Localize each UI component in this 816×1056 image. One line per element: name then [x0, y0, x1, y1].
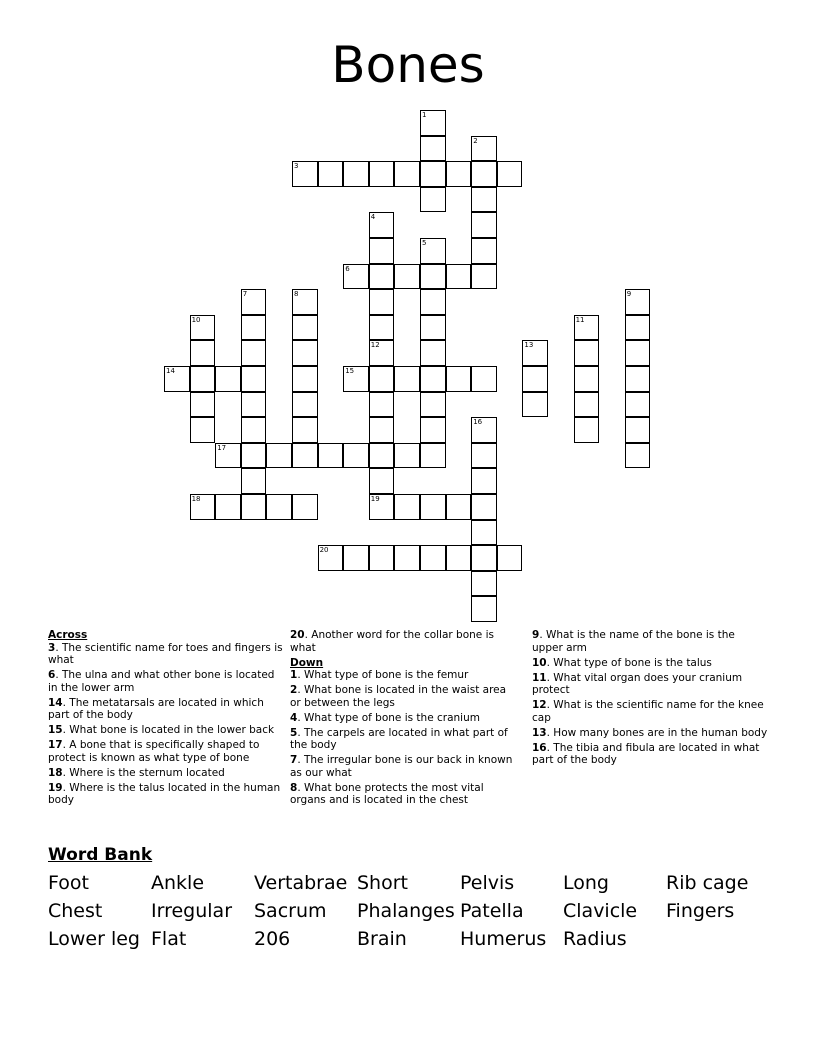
grid-cell[interactable]: [574, 340, 600, 366]
grid-cell[interactable]: [420, 136, 446, 162]
grid-cell[interactable]: [292, 315, 318, 341]
clue-number: 1: [422, 111, 427, 119]
grid-cell[interactable]: [369, 238, 395, 264]
clue-number: 9: [626, 290, 632, 299]
grid-cell[interactable]: [471, 596, 497, 622]
grid-cell[interactable]: [241, 289, 267, 315]
grid-cell[interactable]: [241, 340, 267, 366]
grid-cell[interactable]: [394, 443, 420, 469]
grid-cell[interactable]: [625, 315, 651, 341]
grid-cell[interactable]: [625, 340, 651, 366]
grid-cell[interactable]: [343, 366, 369, 392]
grid-cell[interactable]: [190, 392, 216, 418]
clue-number: 10: [191, 315, 201, 324]
clue-number: 17: [217, 443, 227, 452]
word-bank-item: Humerus: [460, 928, 547, 950]
word-bank: [48, 872, 768, 950]
clue-number: 5: [422, 239, 427, 247]
grid-cell[interactable]: [574, 417, 600, 443]
grid-cell[interactable]: [292, 494, 318, 520]
grid-cell[interactable]: [420, 187, 446, 213]
down-clue: 10. What type of bone is the talus: [532, 656, 712, 669]
grid-cell[interactable]: [471, 212, 497, 238]
grid-cell[interactable]: [574, 392, 600, 418]
clue-number: 8: [294, 290, 299, 299]
clue-number: 18: [191, 495, 201, 503]
grid-cell[interactable]: [522, 366, 548, 392]
grid-cell[interactable]: [420, 289, 446, 315]
grid-cell[interactable]: [369, 545, 395, 571]
grid-cell[interactable]: [497, 545, 523, 571]
down-clue: 4. What type of bone is the cranium: [290, 711, 480, 724]
down-clue: 11. What vital organ does your cranium protect: [532, 671, 743, 696]
down-clue: 1. What type of bone is the femur: [290, 669, 469, 681]
grid-cell[interactable]: [266, 494, 292, 520]
grid-cell[interactable]: [394, 366, 420, 392]
grid-cell[interactable]: [266, 443, 292, 469]
grid-cell[interactable]: [292, 366, 318, 392]
across-clue: 18. Where is the sternum located: [48, 766, 225, 779]
grid-cell[interactable]: [471, 468, 497, 494]
grid-cell[interactable]: [369, 443, 395, 469]
grid-cell[interactable]: [241, 392, 267, 418]
clue-number: 11: [575, 315, 585, 324]
clue-number: 7: [242, 290, 248, 299]
grid-cell[interactable]: [292, 289, 318, 315]
grid-cell[interactable]: [292, 161, 318, 187]
word-bank-item: Pelvis: [460, 872, 515, 894]
down-clue: 16. The tibia and fibula are located in what part of the body: [532, 741, 760, 766]
grid-cell[interactable]: [292, 340, 318, 366]
grid-cell[interactable]: [471, 443, 497, 469]
grid-cell[interactable]: [215, 494, 241, 520]
word-bank-item: Vertabrae: [254, 872, 348, 894]
down-clue: 5. The carpels are located in what part of the body: [290, 726, 508, 751]
grid-cell[interactable]: [190, 366, 216, 392]
across-clue: 17. A bone that is specifically shaped to protect is known as what type of bone: [48, 739, 260, 764]
down-clue-list: [290, 669, 518, 807]
grid-cell[interactable]: [625, 366, 651, 392]
clue-number: 14: [166, 367, 175, 375]
grid-cell[interactable]: [190, 315, 216, 341]
across-clue-list: [48, 642, 284, 807]
grid-cell[interactable]: [420, 443, 446, 469]
grid-cell[interactable]: [420, 161, 446, 187]
down-clue-list-continued: [532, 629, 768, 767]
across-clue-list-continued: [290, 629, 518, 654]
word-bank-item: Radius: [563, 928, 627, 950]
word-bank-title: Word Bank: [48, 845, 153, 865]
grid-cell[interactable]: [420, 366, 446, 392]
across-clue: 6. The ulna and what other bone is located in the lower arm: [48, 669, 275, 694]
grid-cell[interactable]: [625, 417, 651, 443]
grid-cell[interactable]: [241, 366, 267, 392]
grid-cell[interactable]: [190, 340, 216, 366]
grid-cell[interactable]: [369, 417, 395, 443]
grid-cell[interactable]: [369, 366, 395, 392]
puzzle-title: Bones: [331, 36, 485, 94]
grid-cell[interactable]: [625, 392, 651, 418]
grid-cell[interactable]: [420, 315, 446, 341]
word-bank-item: Flat: [151, 928, 187, 950]
down-clue: 13. How many bones are in the human body: [532, 726, 768, 739]
grid-cell[interactable]: [343, 264, 369, 290]
grid-cell[interactable]: [394, 494, 420, 520]
grid-cell[interactable]: [369, 468, 395, 494]
grid-cell[interactable]: [471, 571, 497, 597]
grid-cell[interactable]: [522, 340, 548, 366]
grid-cell[interactable]: [215, 443, 241, 469]
clue-number: 6: [345, 264, 350, 273]
grid-cell[interactable]: [369, 340, 395, 366]
word-bank-item: Chest: [48, 900, 103, 922]
grid-cell[interactable]: [215, 366, 241, 392]
word-bank-item: Long: [563, 872, 609, 894]
grid-cell[interactable]: [241, 315, 267, 341]
grid-cell[interactable]: [420, 494, 446, 520]
grid-cell[interactable]: [497, 161, 523, 187]
grid-cell[interactable]: [471, 187, 497, 213]
word-bank-item: Phalanges: [357, 900, 455, 922]
down-clue: 8. What bone protects the most vital organs and is located in the chest: [290, 781, 484, 806]
grid-cell[interactable]: [369, 494, 395, 520]
clue-number: 4: [370, 213, 376, 222]
grid-cell[interactable]: [369, 212, 395, 238]
grid-cell[interactable]: [471, 520, 497, 546]
grid-cell[interactable]: [369, 161, 395, 187]
grid-cell[interactable]: [471, 494, 497, 520]
grid-cell[interactable]: [241, 468, 267, 494]
grid-cell[interactable]: [522, 392, 548, 418]
clues-column-3: [532, 629, 768, 769]
across-clue: 14. The metatarsals are located in which part of the body: [48, 696, 264, 721]
down-heading: Down: [290, 656, 324, 669]
clue-number: 20: [319, 546, 329, 555]
clue-number: 15: [345, 367, 355, 375]
grid-cell[interactable]: [471, 545, 497, 571]
grid-cell[interactable]: [420, 110, 446, 136]
grid-cell[interactable]: [394, 161, 420, 187]
across-clue: 20. Another word for the collar bone is what: [290, 629, 494, 654]
down-clue: 12. What is the scientific name for the knee cap: [532, 699, 764, 724]
grid-cell[interactable]: [420, 392, 446, 418]
grid-cell[interactable]: [343, 545, 369, 571]
grid-cell[interactable]: [420, 264, 446, 290]
grid-cell[interactable]: [446, 366, 472, 392]
clue-number: 2: [473, 136, 478, 145]
grid-cell[interactable]: [369, 315, 395, 341]
across-clue: 19. Where is the talus located in the human body: [48, 781, 281, 806]
word-bank-item: Short: [357, 872, 408, 894]
word-bank-item: Lower leg: [48, 928, 140, 950]
grid-cell[interactable]: [369, 264, 395, 290]
grid-cell[interactable]: [369, 392, 395, 418]
clues-column-2: [290, 629, 518, 809]
grid-cell[interactable]: [471, 417, 497, 443]
clues-column-1: [48, 629, 284, 809]
grid-cell[interactable]: [343, 161, 369, 187]
across-clue: 3. The scientific name for toes and fingers is what: [48, 641, 283, 666]
grid-cell[interactable]: [420, 417, 446, 443]
grid-cell[interactable]: [292, 417, 318, 443]
grid-cell[interactable]: [420, 238, 446, 264]
word-bank-item: Brain: [357, 928, 407, 950]
grid-cell[interactable]: [241, 494, 267, 520]
across-clue: 15. What bone is located in the lower back: [48, 724, 275, 736]
clue-number: 12: [370, 341, 380, 350]
clue-number: 16: [473, 418, 483, 427]
grid-cell[interactable]: [574, 315, 600, 341]
word-bank-item: 206: [254, 928, 291, 950]
across-heading: Across: [48, 629, 88, 641]
grid-cell[interactable]: [446, 494, 472, 520]
grid-cell[interactable]: [292, 392, 318, 418]
grid-cell[interactable]: [343, 443, 369, 469]
grid-cell[interactable]: [190, 417, 216, 443]
grid-cell[interactable]: [625, 289, 651, 315]
word-bank-item: Rib cage: [666, 872, 749, 894]
down-clue: 7. The irregular bone is our back in known as our what: [290, 754, 513, 779]
grid-cell[interactable]: [420, 545, 446, 571]
clue-number: 19: [370, 495, 380, 503]
word-bank-item: Fingers: [666, 900, 735, 922]
clue-number: 3: [294, 162, 299, 171]
word-bank-item: Clavicle: [563, 900, 638, 922]
grid-cell[interactable]: [318, 161, 344, 187]
grid-cell[interactable]: [471, 136, 497, 162]
word-bank-item: Foot: [48, 872, 89, 894]
grid-cell[interactable]: [420, 340, 446, 366]
word-bank-item: Irregular: [151, 900, 233, 922]
grid-cell[interactable]: [394, 545, 420, 571]
grid-cell[interactable]: [574, 366, 600, 392]
grid-cell[interactable]: [318, 443, 344, 469]
grid-cell[interactable]: [241, 443, 267, 469]
grid-cell[interactable]: [446, 545, 472, 571]
grid-cell[interactable]: [394, 264, 420, 290]
clue-number: 13: [524, 341, 534, 350]
grid-cell[interactable]: [471, 238, 497, 264]
down-clue: 2. What bone is located in the waist area or between the legs: [290, 684, 507, 709]
grid-cell[interactable]: [318, 545, 344, 571]
word-bank-item: Patella: [460, 900, 524, 922]
word-bank-item: Ankle: [151, 872, 205, 894]
grid-cell[interactable]: [446, 161, 472, 187]
grid-cell[interactable]: [471, 161, 497, 187]
word-bank-item: Sacrum: [254, 900, 327, 922]
grid-cell[interactable]: [190, 494, 216, 520]
grid-cell[interactable]: [292, 443, 318, 469]
grid-cell[interactable]: [625, 443, 651, 469]
grid-cell[interactable]: [471, 366, 497, 392]
grid-cell[interactable]: [369, 289, 395, 315]
down-clue: 9. What is the name of the bone is the upper arm: [532, 629, 735, 654]
grid-cell[interactable]: [241, 417, 267, 443]
grid-cell[interactable]: [471, 264, 497, 290]
grid-cell[interactable]: [164, 366, 190, 392]
grid-cell[interactable]: [446, 264, 472, 290]
